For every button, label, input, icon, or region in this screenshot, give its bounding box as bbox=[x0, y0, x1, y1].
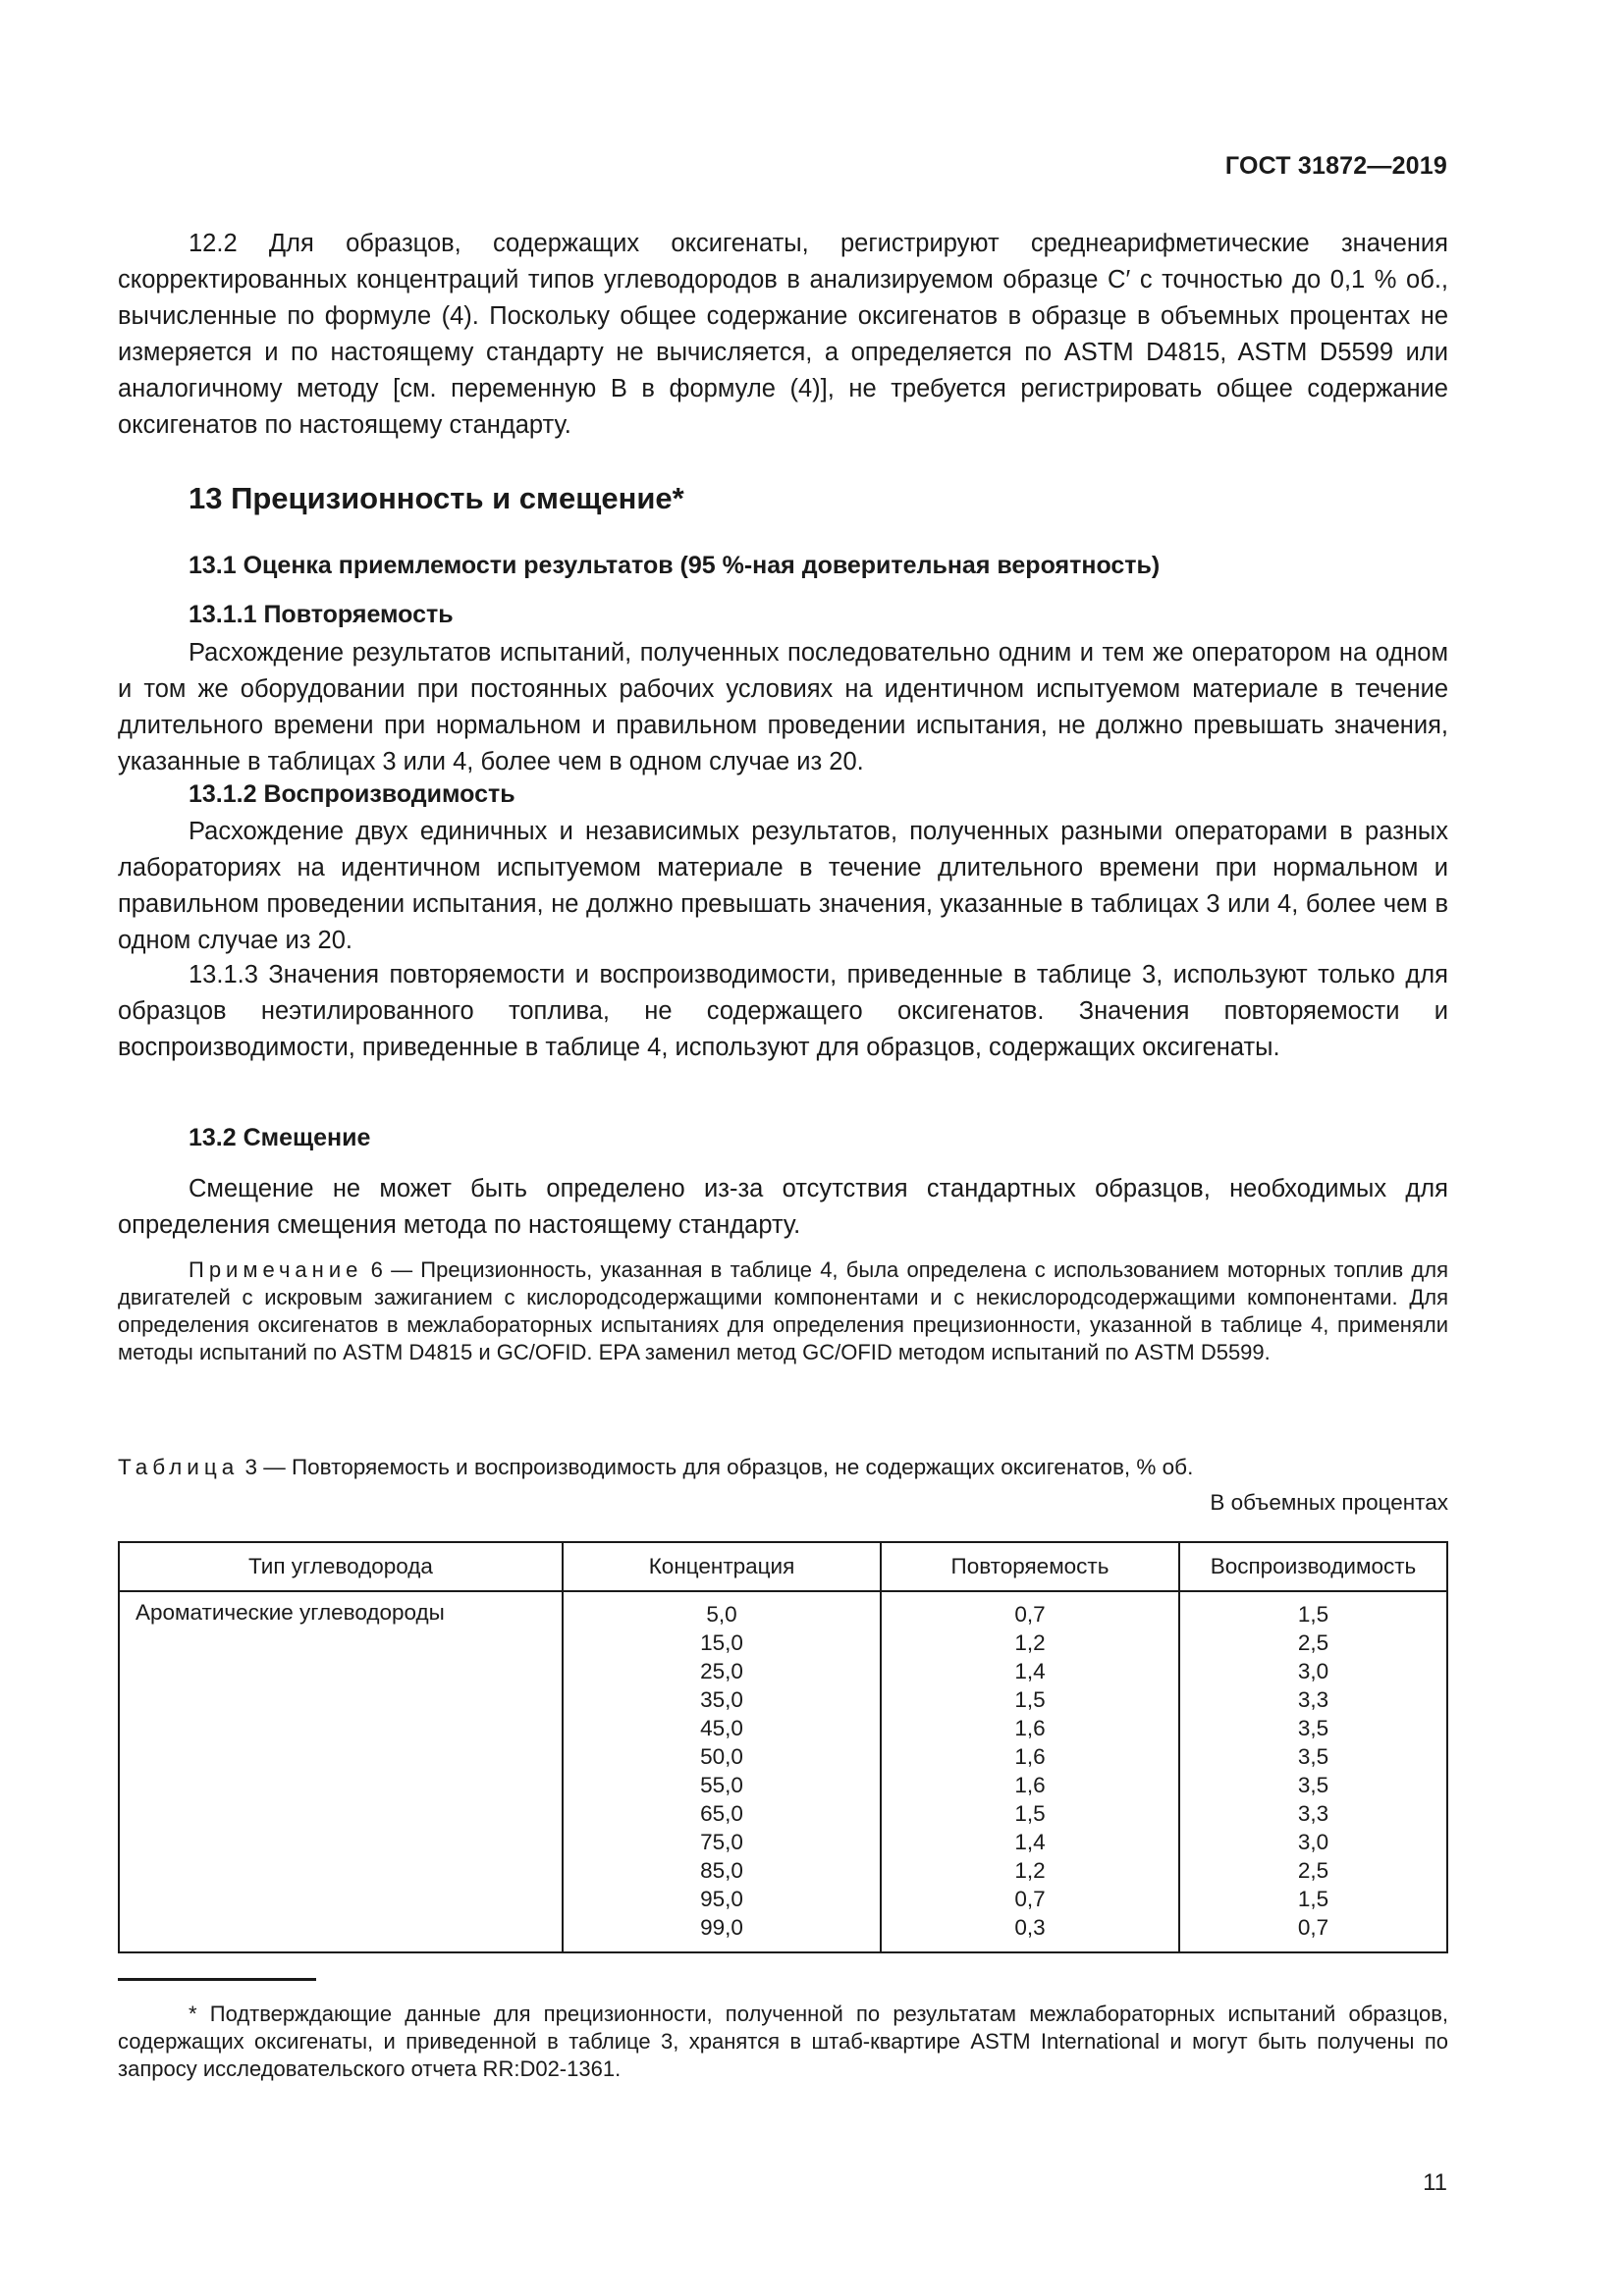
concentration-value: 95,0 bbox=[700, 1887, 743, 1911]
repeatability-value: 0,7 bbox=[1014, 1602, 1046, 1627]
note-text: 6 — Прецизионность, указанная в таблице 4, была определена с использованием моторных топлив для двигателей с искровым зажиганием с кислородсодержащими компонентами и с некислородсодержащими компонентами. Для определения оксигенатов в межлабораторных испытаниях для определения прецизионности, указанной в таблице 4, применяли методы испытаний по ASTM D4815 и GC/OFID. EPA заменил метод GC/OFID методом испытаний по ASTM D5599. bbox=[118, 1257, 1448, 1364]
repeatability-value: 0,7 bbox=[1014, 1887, 1046, 1911]
table-label: Таблица bbox=[118, 1455, 240, 1479]
header-concentration: Концентрация bbox=[563, 1542, 881, 1591]
header-type: Тип углеводорода bbox=[119, 1542, 563, 1591]
reproducibility-value: 3,0 bbox=[1297, 1659, 1329, 1683]
note-label: Примечание bbox=[189, 1257, 363, 1282]
page-number: 11 bbox=[1423, 2169, 1447, 2196]
concentration-value: 25,0 bbox=[700, 1659, 743, 1683]
repeatability-value: 1,5 bbox=[1014, 1801, 1046, 1826]
section-13-1-heading: 13.1 Оценка приемлемости результатов (95 %-ная доверительная вероятность) bbox=[189, 552, 1161, 579]
reproducibility-value: 3,5 bbox=[1297, 1773, 1329, 1797]
paragraph-13-2: Смещение не может быть определено из-за отсутствия стандартных образцов, необходимых для определения смещения метода по настоящему стандарту. bbox=[118, 1175, 1448, 1239]
section-13-heading: 13 Прецизионность и смещение* bbox=[189, 481, 684, 515]
footnote: * Подтверждающие данные для прецизионности, полученной по результатам межлабораторных испытаний образцов, содержащих оксигенаты, и приведенной в таблице 3, хранятся в штаб-квартире ASTM International и могут быть получены по запросу исследовательского отчета RR:D02-1361. bbox=[118, 2002, 1448, 2081]
paragraph-12-2: 12.2 Для образцов, содержащих оксигенаты, регистрируют среднеарифметические значения скорректированных концентраций типов углеводородов в анализируемом образце C′ с точностью до 0,1 % об., вычисленные по формуле (4). Поскольку общее содержание оксигенатов в образце в объемных процентах не измеряется и по настоящему стандарту не вычисляется, а определяется по ASTM D4815, ASTM D5599 или аналогичному методу [см. переменную B в формуле (4)], не требуется регистрировать общее содержание оксигенатов по настоящему стандарту. bbox=[118, 230, 1448, 439]
reproducibility-value: 2,5 bbox=[1297, 1630, 1329, 1655]
concentration-value: 85,0 bbox=[700, 1858, 743, 1883]
repeatability-value: 1,2 bbox=[1014, 1858, 1046, 1883]
concentration-value: 50,0 bbox=[700, 1744, 743, 1769]
reproducibility-value: 3,3 bbox=[1297, 1801, 1329, 1826]
table-caption bbox=[118, 1455, 1193, 1480]
reproducibility-value: 3,5 bbox=[1297, 1744, 1329, 1769]
cell-type: Ароматические углеводороды bbox=[119, 1591, 563, 1952]
repeatability-value: 1,6 bbox=[1014, 1744, 1046, 1769]
concentration-value: 55,0 bbox=[700, 1773, 743, 1797]
document-header: ГОСТ 31872—2019 bbox=[1224, 152, 1447, 180]
reproducibility-value: 3,5 bbox=[1297, 1716, 1329, 1740]
section-13-2-heading: 13.2 Смещение bbox=[189, 1124, 371, 1151]
reproducibility-value: 1,5 bbox=[1297, 1887, 1329, 1911]
concentration-value: 5,0 bbox=[706, 1602, 737, 1627]
repeatability-value: 1,6 bbox=[1014, 1716, 1046, 1740]
cell-reproducibility bbox=[1179, 1591, 1447, 1952]
header-repeatability: Повторяемость bbox=[881, 1542, 1179, 1591]
repeatability-value: 0,3 bbox=[1014, 1915, 1046, 1940]
footnote-divider bbox=[118, 1978, 316, 1981]
reproducibility-value: 2,5 bbox=[1297, 1858, 1329, 1883]
repeatability-value: 1,5 bbox=[1014, 1687, 1046, 1712]
reproducibility-value: 3,3 bbox=[1297, 1687, 1329, 1712]
paragraph-13-1-1: Расхождение результатов испытаний, полученных последовательно одним и тем же оператором на одном и том же оборудовании при постоянных рабочих условиях на идентичном испытуемом материале в течение длительного времени при нормальном и правильном проведении испытания, не должно превышать значения, указанные в таблицах 3 или 4, более чем в одном случае из 20. bbox=[118, 639, 1448, 775]
table-units: В объемных процентах bbox=[1210, 1490, 1448, 1515]
note-6 bbox=[118, 1256, 1448, 1366]
repeatability-value: 1,4 bbox=[1014, 1659, 1046, 1683]
concentration-value: 75,0 bbox=[700, 1830, 743, 1854]
section-13-1-1-heading: 13.1.1 Повторяемость bbox=[189, 601, 454, 628]
table-title: 3 — Повторяемость и воспроизводимость для образцов, не содержащих оксигенатов, % об. bbox=[239, 1455, 1194, 1479]
reproducibility-value: 1,5 bbox=[1297, 1602, 1329, 1627]
concentration-value: 99,0 bbox=[700, 1915, 743, 1940]
cell-concentration bbox=[563, 1591, 881, 1952]
table-header-row bbox=[119, 1542, 1447, 1591]
paragraph-13-1-3: 13.1.3 Значения повторяемости и воспроизводимости, приведенные в таблице 3, используют только для образцов неэтилированного топлива, не содержащего оксигенатов. Значения повторяемости и воспроизводимости, приведенные в таблице 4, используют для образцов, содержащих оксигенаты. bbox=[118, 961, 1448, 1061]
concentration-value: 35,0 bbox=[700, 1687, 743, 1712]
repeatability-value: 1,4 bbox=[1014, 1830, 1046, 1854]
concentration-value: 65,0 bbox=[700, 1801, 743, 1826]
section-13-1-2-heading: 13.1.2 Воспроизводимость bbox=[189, 780, 515, 808]
paragraph-13-1-2: Расхождение двух единичных и независимых результатов, полученных разными операторами в разных лабораториях на идентичном испытуемом материале в течение длительного времени при нормальном и правильном проведении испытания, не должно превышать значения, указанные в таблицах 3 или 4, более чем в одном случае из 20. bbox=[118, 818, 1448, 954]
reproducibility-value: 0,7 bbox=[1297, 1915, 1329, 1940]
repeatability-value: 1,2 bbox=[1014, 1630, 1046, 1655]
reproducibility-value: 3,0 bbox=[1297, 1830, 1329, 1854]
cell-repeatability bbox=[881, 1591, 1179, 1952]
table-row bbox=[119, 1591, 1447, 1952]
concentration-value: 45,0 bbox=[700, 1716, 743, 1740]
concentration-value: 15,0 bbox=[700, 1630, 743, 1655]
repeatability-value: 1,6 bbox=[1014, 1773, 1046, 1797]
precision-table bbox=[118, 1541, 1448, 1953]
header-reproducibility: Воспроизводимость bbox=[1179, 1542, 1447, 1591]
